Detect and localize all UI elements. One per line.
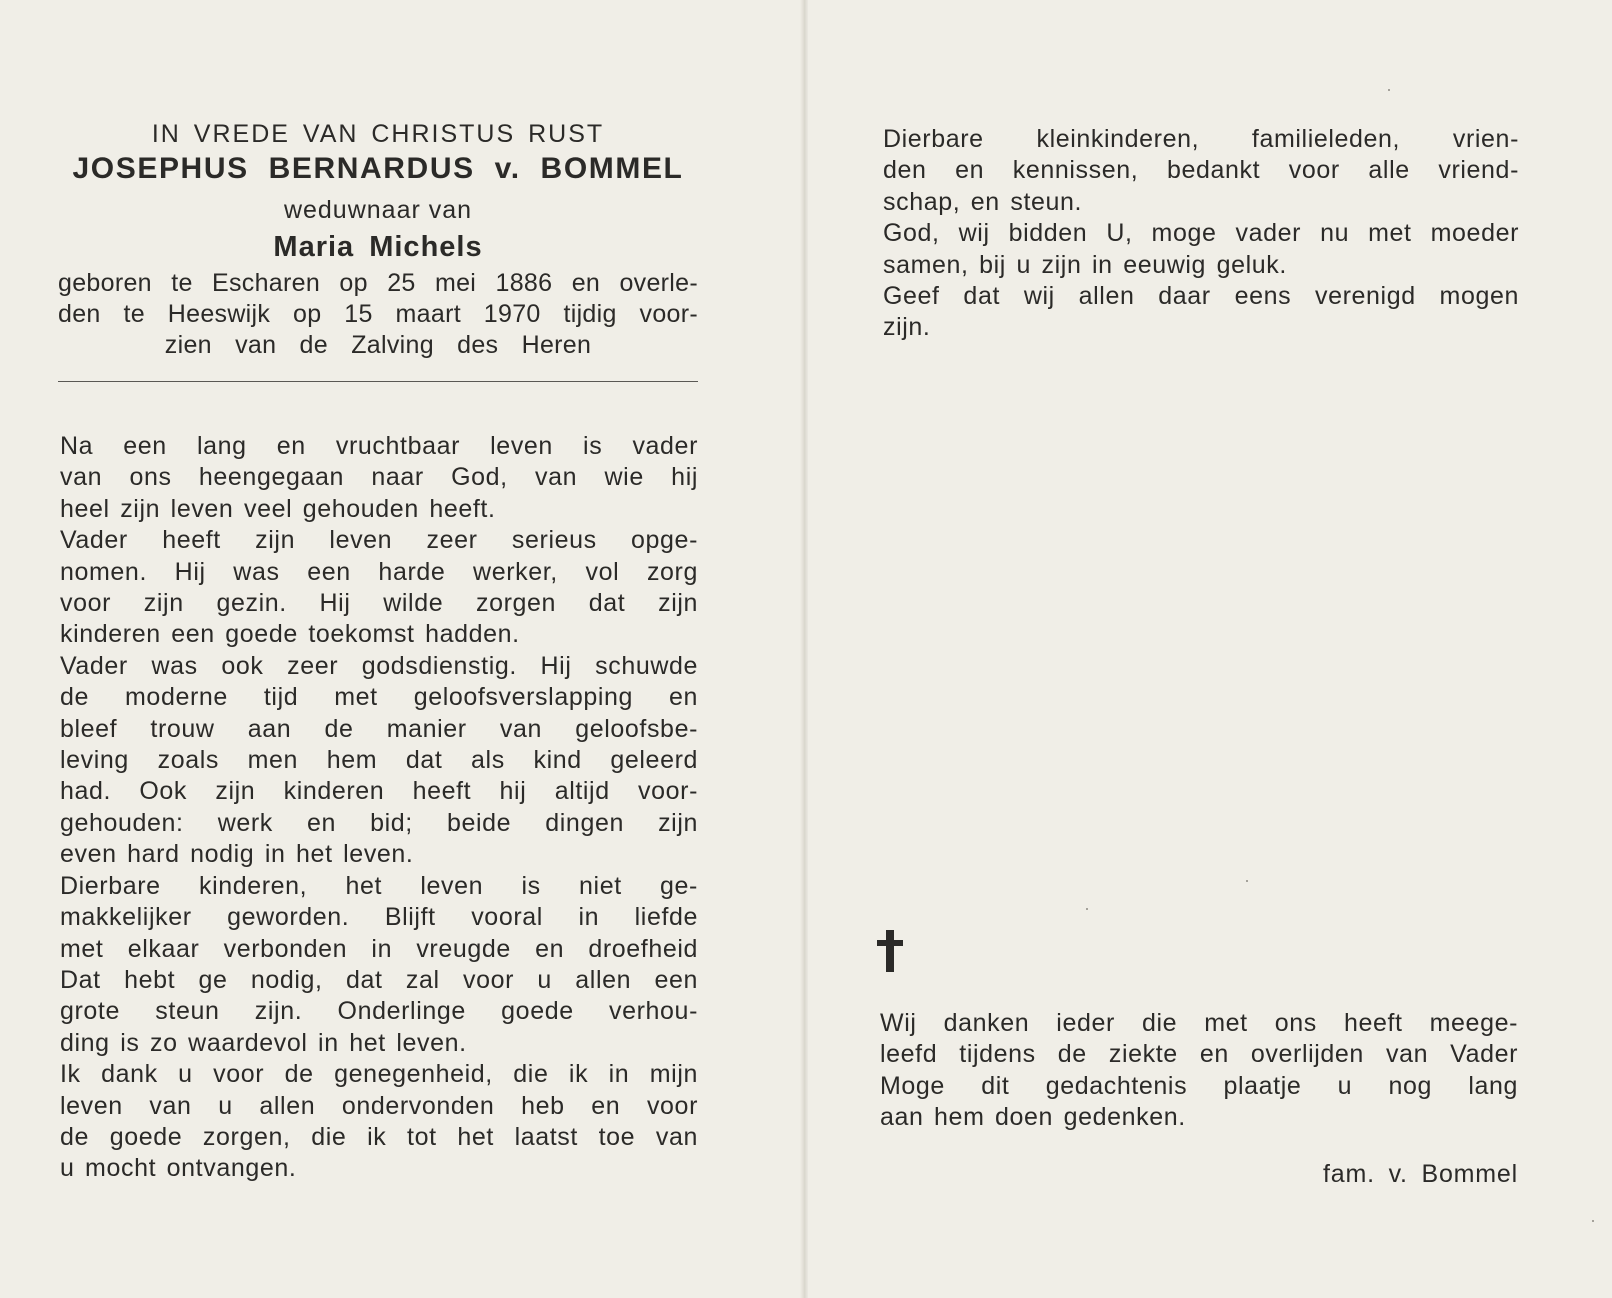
latin-cross-icon xyxy=(875,930,905,972)
body-line: de moderne tijd met geloofsverslapping en xyxy=(60,683,698,712)
body-line: aan hem doen gedenken. xyxy=(880,1103,1186,1132)
dates-line: geboren te Escharen op 25 mei 1886 en overle- xyxy=(58,269,698,297)
body-line: kinderen een goede toekomst hadden. xyxy=(60,620,520,649)
body-line: Wij danken ieder die met ons heeft meege- xyxy=(880,1009,1518,1037)
center-fold xyxy=(800,0,808,1298)
body-line: makkelijker geworden. Blijft vooral in liefde xyxy=(60,903,698,932)
body-line: van ons heengegaan naar God, van wie hij xyxy=(60,463,698,492)
body-line: Dierbare kleinkinderen, familieleden, vrien- xyxy=(883,125,1519,153)
body-line: grote steun zijn. Onderlinge goede verhou- xyxy=(60,997,698,1026)
left-body-text xyxy=(60,431,698,1185)
body-line: nomen. Hij was een harde werker, vol zorg xyxy=(60,557,698,586)
body-line: gehouden: werk en bid; beide dingen zijn xyxy=(60,808,698,837)
body-line: Vader heeft zijn leven zeer serieus opge- xyxy=(60,526,698,555)
family-signature: fam. v. Bommel xyxy=(1323,1160,1518,1188)
paper-speck xyxy=(1388,89,1390,91)
birth-death-dates xyxy=(58,268,698,361)
deceased-name: JOSEPHUS BERNARDUS v. BOMMEL xyxy=(72,152,684,185)
body-line: Dierbare kinderen, het leven is niet ge- xyxy=(60,871,698,900)
body-line: bleef trouw aan de manier van geloofsbe- xyxy=(60,714,698,743)
body-line: God, wij bidden U, moge vader nu met moeder xyxy=(883,219,1519,248)
right-top-text xyxy=(883,124,1519,344)
body-line: had. Ook zijn kinderen heeft hij altijd voor- xyxy=(60,777,698,806)
body-line: schap, en steun. xyxy=(883,187,1083,216)
body-line: u mocht ontvangen. xyxy=(60,1154,297,1183)
rest-in-peace-line: IN VREDE VAN CHRISTUS RUST xyxy=(151,120,605,148)
body-line: met elkaar verbonden in vreugde en droefheid xyxy=(60,934,698,963)
body-line: Moge dit gedachtenis plaatje u nog lang xyxy=(880,1071,1518,1100)
spouse-name: Maria Michels xyxy=(273,231,483,263)
paper-speck xyxy=(1246,880,1248,882)
body-line: ding is zo waardevol in het leven. xyxy=(60,1028,467,1057)
body-line: de goede zorgen, die ik tot het laatst toe van xyxy=(60,1122,698,1151)
dates-line: den te Heeswijk op 15 maart 1970 tijdig voor- xyxy=(58,300,698,328)
paper-speck xyxy=(1592,1220,1594,1222)
body-line: heel zijn leven veel gehouden heeft. xyxy=(60,494,496,523)
body-line: Ik dank u voor de genegenheid, die ik in mijn xyxy=(60,1060,698,1089)
right-bottom-text xyxy=(880,1008,1518,1134)
widower-of-line: weduwnaar van xyxy=(283,196,473,224)
body-line: Geef dat wij allen daar eens verenigd mogen xyxy=(883,282,1519,311)
body-line: samen, bij u zijn in eeuwig geluk. xyxy=(883,250,1287,279)
body-line: Na een lang en vruchtbaar leven is vader xyxy=(60,432,698,460)
body-line: even hard nodig in het leven. xyxy=(60,840,414,869)
paper-speck xyxy=(1086,908,1088,910)
body-line: Vader was ook zeer godsdienstig. Hij schuwde xyxy=(60,651,698,680)
body-line: leving zoals men hem dat als kind geleerd xyxy=(60,746,698,775)
body-line: leefd tijdens de ziekte en overlijden van Vader xyxy=(880,1040,1518,1069)
body-line: den en kennissen, bedankt voor alle vriend- xyxy=(883,156,1519,185)
dates-line: zien van de Zalving des Heren xyxy=(164,331,592,359)
header-divider xyxy=(58,381,698,382)
body-line: leven van u allen ondervonden heb en voor xyxy=(60,1091,698,1120)
body-line: zijn. xyxy=(883,313,931,342)
body-line: Dat hebt ge nodig, dat zal voor u allen een xyxy=(60,965,698,994)
memorial-header xyxy=(58,118,698,361)
body-line: voor zijn gezin. Hij wilde zorgen dat zijn xyxy=(60,589,698,618)
